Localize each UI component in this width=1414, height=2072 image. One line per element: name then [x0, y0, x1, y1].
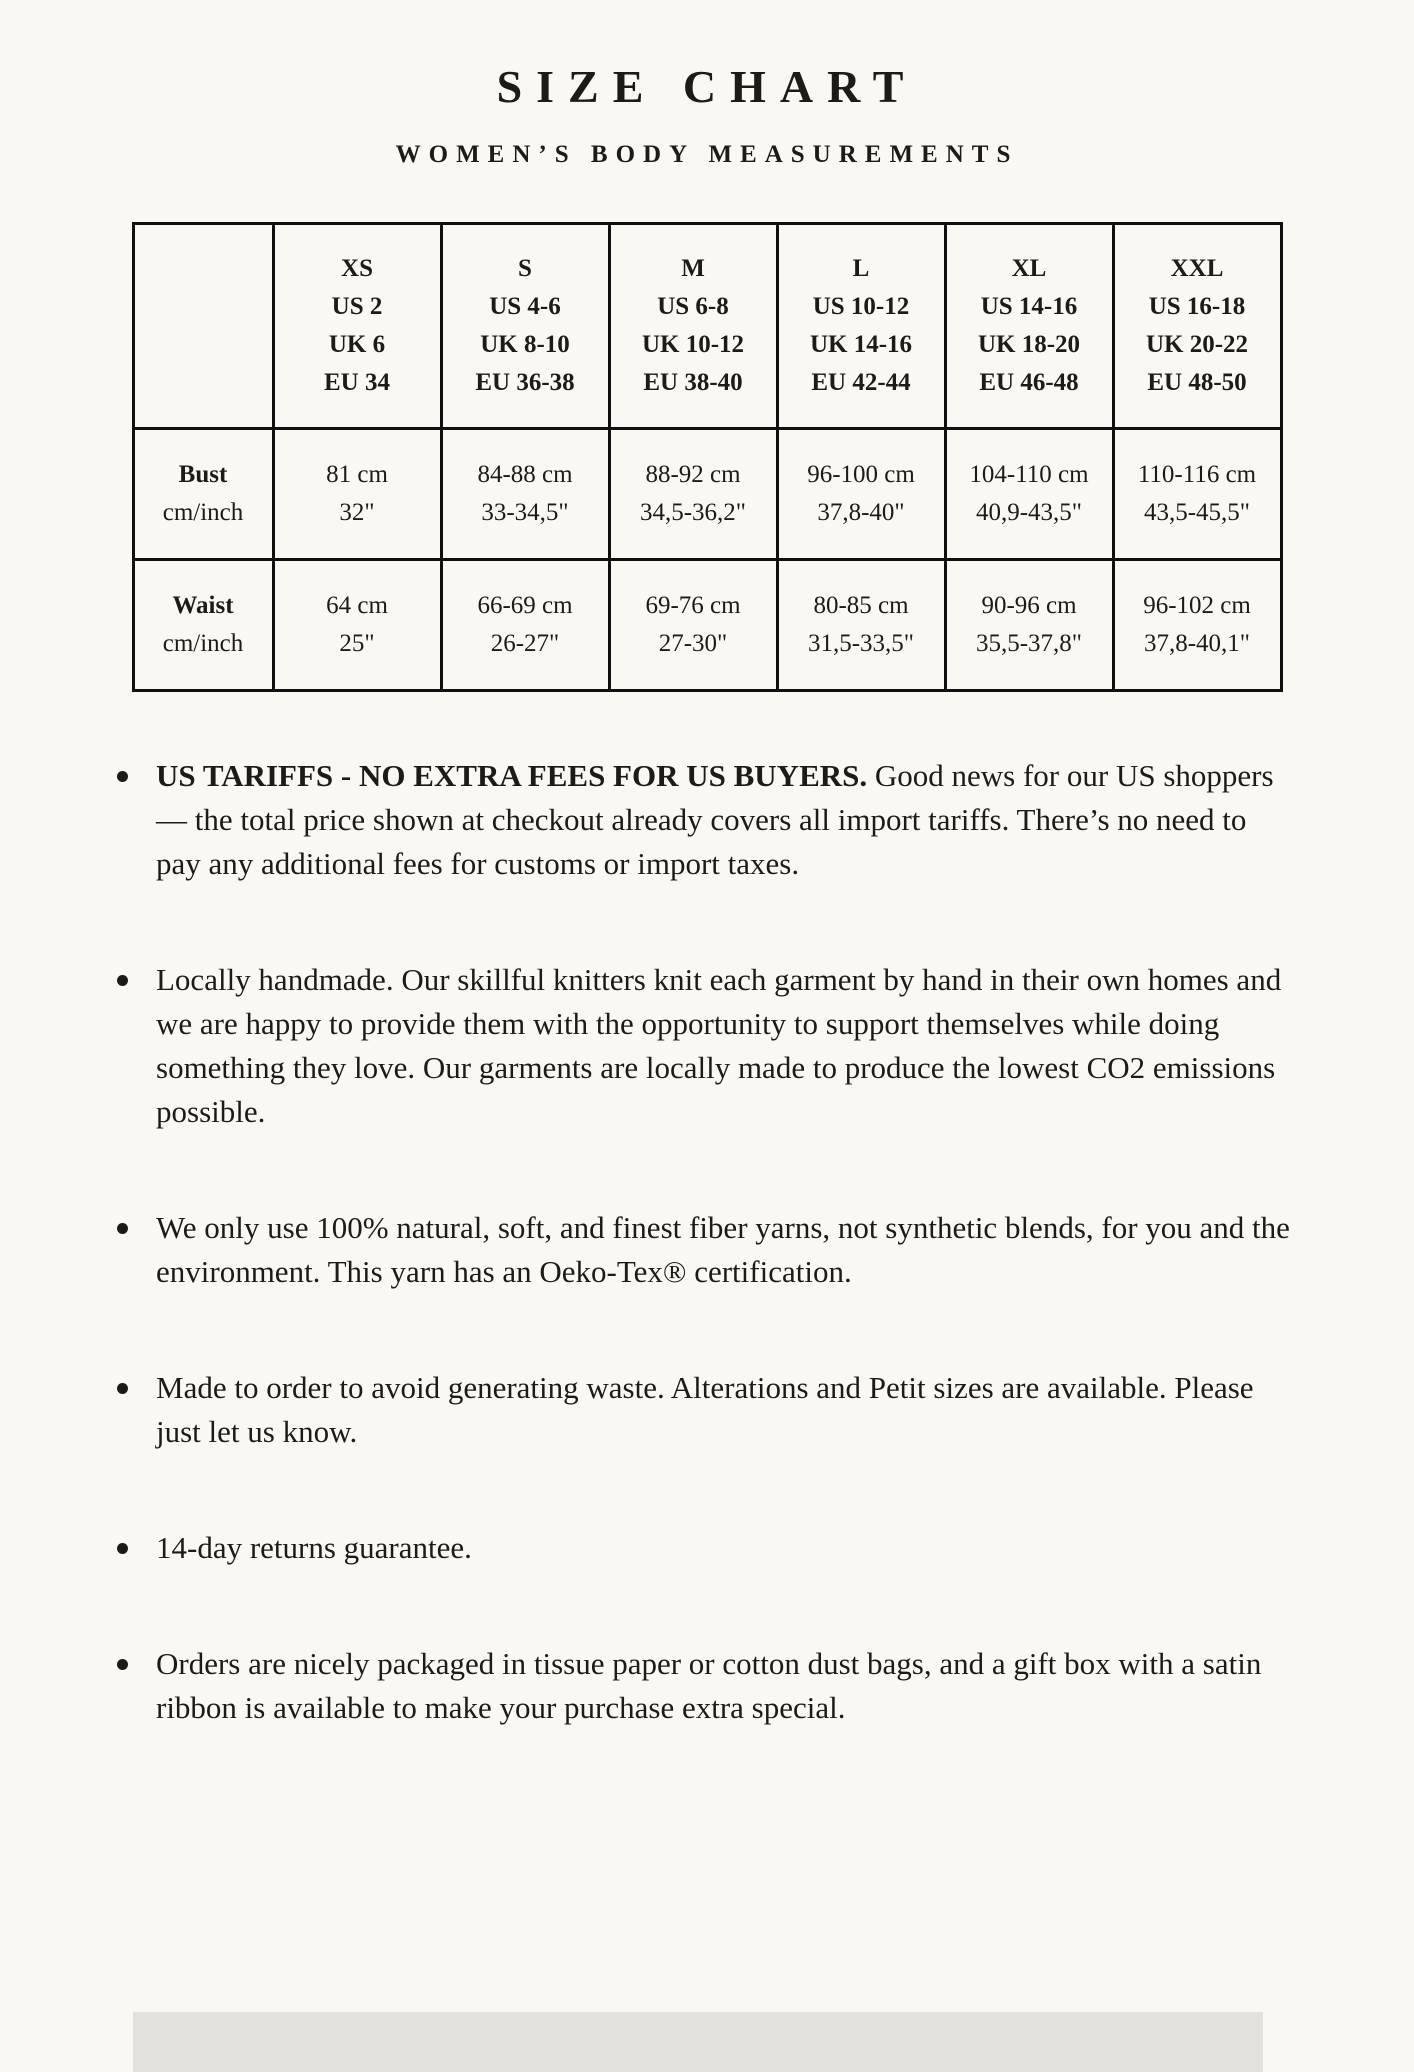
- value-inch: 27-30": [658, 630, 728, 657]
- bullet-natural-yarns: [112, 1206, 1297, 1294]
- value-inch: 31,5-33,5": [807, 630, 915, 657]
- size-header-l: [777, 224, 945, 429]
- page-title: SIZE CHART: [496, 61, 918, 112]
- value-cm: 88-92 cm: [645, 461, 741, 488]
- size-eu: EU 36-38: [475, 369, 575, 396]
- value-cm: 90-96 cm: [981, 592, 1077, 619]
- size-name: M: [681, 255, 705, 282]
- bullet-body-text: Made to order to avoid generating waste. Alterations and Petit sizes are available. Please just let us know.: [156, 1370, 1254, 1449]
- bullet-body-text: 14-day returns guarantee.: [156, 1530, 472, 1565]
- bust-value-xs: [273, 429, 441, 560]
- size-header-m: [609, 224, 777, 429]
- value-inch: 35,5-37,8": [975, 630, 1083, 657]
- size-name: XS: [341, 255, 373, 282]
- size-uk: UK 20-22: [1145, 331, 1249, 358]
- size-name: XL: [1011, 255, 1047, 282]
- value-cm: 80-85 cm: [813, 592, 909, 619]
- size-header-row: [133, 224, 1281, 429]
- bullet-made-to-order: [112, 1366, 1297, 1454]
- size-name: XXL: [1170, 255, 1224, 282]
- value-inch: 34,5-36,2": [639, 499, 747, 526]
- size-header-xl: [945, 224, 1113, 429]
- value-cm: 64 cm: [326, 592, 388, 619]
- bust-value-l: [777, 429, 945, 560]
- size-us: US 2: [331, 293, 383, 320]
- waist-value-l: [777, 560, 945, 691]
- table-corner-cell: [133, 224, 273, 429]
- value-inch: 32": [339, 499, 375, 526]
- size-us: US 6-8: [657, 293, 729, 320]
- value-cm: 81 cm: [326, 461, 388, 488]
- value-cm: 66-69 cm: [477, 592, 573, 619]
- waist-value-m: [609, 560, 777, 691]
- size-eu: EU 42-44: [811, 369, 911, 396]
- size-uk: UK 8-10: [480, 331, 570, 358]
- info-bullet-list: [112, 754, 1297, 1730]
- value-inch: 37,8-40": [817, 499, 905, 526]
- value-inch: 37,8-40,1": [1143, 630, 1251, 657]
- bullet-packaging: [112, 1642, 1297, 1730]
- value-cm: 96-100 cm: [807, 461, 915, 488]
- value-inch: 43,5-45,5": [1143, 499, 1251, 526]
- size-us: US 16-18: [1148, 293, 1246, 320]
- bust-value-xl: [945, 429, 1113, 560]
- bullet-lead-text: US TARIFFS - NO EXTRA FEES FOR US BUYERS.: [156, 758, 875, 793]
- bust-row: [133, 429, 1281, 560]
- size-uk: UK 10-12: [641, 331, 745, 358]
- bullet-us-tariffs: [112, 754, 1297, 886]
- value-inch: 33-34,5": [481, 499, 569, 526]
- waist-value-s: [441, 560, 609, 691]
- value-inch: 26-27": [490, 630, 560, 657]
- bullet-locally-handmade: [112, 958, 1297, 1134]
- footer-bar: [133, 2012, 1263, 2072]
- size-us: US 14-16: [980, 293, 1078, 320]
- bust-label-cell: [133, 429, 273, 560]
- value-cm: 69-76 cm: [645, 592, 741, 619]
- size-header-xs: [273, 224, 441, 429]
- size-eu: EU 34: [324, 369, 390, 396]
- size-eu: EU 48-50: [1147, 369, 1247, 396]
- size-us: US 4-6: [489, 293, 561, 320]
- size-uk: UK 18-20: [977, 331, 1081, 358]
- bust-value-xxl: [1113, 429, 1281, 560]
- size-name: S: [518, 255, 532, 282]
- waist-row: [133, 560, 1281, 691]
- bust-value-m: [609, 429, 777, 560]
- size-chart-table: [132, 222, 1283, 692]
- waist-label-cell: [133, 560, 273, 691]
- page-subtitle: WOMEN’S BODY MEASUREMENTS: [395, 141, 1019, 168]
- value-cm: 104-110 cm: [969, 461, 1089, 488]
- size-eu: EU 46-48: [979, 369, 1079, 396]
- value-inch: 40,9-43,5": [975, 499, 1083, 526]
- bullet-body-text: Locally handmade. Our skillful knitters knit each garment by hand in their own homes and we are happy to provide them with the opportunity to support themselves while doing something they love. Our garments are locally made to produce the lowest CO2 emissions possible.: [156, 962, 1282, 1129]
- bullet-returns-guarantee: [112, 1526, 1297, 1570]
- row-label: Waist: [172, 592, 234, 619]
- value-inch: 25": [339, 630, 375, 657]
- size-us: US 10-12: [812, 293, 910, 320]
- size-header-xxl: [1113, 224, 1281, 429]
- row-unit: cm/inch: [162, 630, 244, 657]
- size-name: L: [852, 255, 870, 282]
- value-cm: 84-88 cm: [477, 461, 573, 488]
- waist-value-xxl: [1113, 560, 1281, 691]
- size-uk: UK 14-16: [809, 331, 913, 358]
- value-cm: 96-102 cm: [1143, 592, 1251, 619]
- waist-value-xl: [945, 560, 1113, 691]
- row-label: Bust: [178, 461, 228, 488]
- waist-value-xs: [273, 560, 441, 691]
- bullet-body-text: Orders are nicely packaged in tissue paper or cotton dust bags, and a gift box with a satin ribbon is available to make your purchase extra special.: [156, 1646, 1262, 1725]
- bullet-body-text: Good news for our US shoppers — the total price shown at checkout already covers all import tariffs. There’s no need to pay any additional fees for customs or import taxes.: [156, 758, 1274, 881]
- size-uk: UK 6: [328, 331, 386, 358]
- bullet-body-text: We only use 100% natural, soft, and finest fiber yarns, not synthetic blends, for you and the environment. This yarn has an Oeko-Tex® certification.: [156, 1210, 1290, 1289]
- value-cm: 110-116 cm: [1137, 461, 1257, 488]
- size-eu: EU 38-40: [643, 369, 743, 396]
- row-unit: cm/inch: [162, 499, 244, 526]
- bust-value-s: [441, 429, 609, 560]
- size-header-s: [441, 224, 609, 429]
